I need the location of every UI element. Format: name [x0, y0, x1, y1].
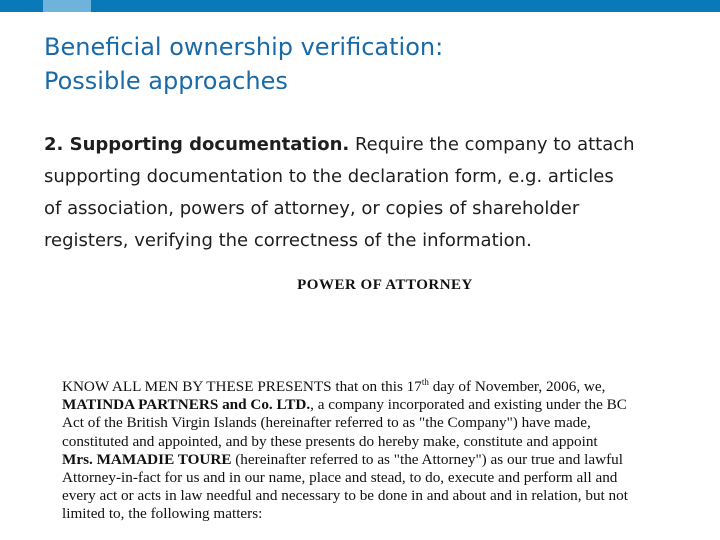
document-excerpt	[62, 378, 712, 524]
document-ordinal-suffix: th	[421, 376, 429, 387]
point-text-line-1: Require the company to attach	[354, 134, 635, 155]
point-text-line-3: of association, powers of attorney, or copies of shareholder	[44, 198, 580, 219]
slide-title-line-1: Beneficial ownership verification:	[44, 33, 444, 61]
document-line-2	[62, 396, 712, 414]
document-heading: POWER OF ATTORNEY	[297, 277, 473, 293]
document-company-name: MATINDA PARTNERS and Co. LTD.	[62, 396, 311, 414]
document-line-7: every act or acts in law needful and necessary to be done in and about and in relation, but not	[62, 487, 628, 505]
top-accent-bar	[0, 0, 720, 12]
document-attorney-name: Mrs. MAMADIE TOURE	[62, 450, 232, 468]
document-line-8: limited to, the following matters:	[62, 505, 263, 523]
slide-title	[44, 30, 684, 98]
point-text-line-4: registers, verifying the correctness of the information.	[44, 230, 532, 251]
slide-body-text	[44, 129, 684, 257]
document-line-3: Act of the British Virgin Islands (hereinafter referred to as "the Company") have made,	[62, 414, 591, 432]
point-text-line-2: supporting documentation to the declaration form, e.g. articles	[44, 166, 614, 187]
document-line-4: constituted and appointed, and by these presents do hereby make, constitute and appoint	[62, 432, 598, 450]
document-line-5	[62, 451, 712, 469]
slide-title-line-2: Possible approaches	[44, 67, 288, 95]
document-line-6: Attorney-in-fact for us and in our name, place and stead, to do, execute and perform all and	[62, 469, 618, 487]
top-accent-segment	[43, 0, 91, 12]
document-line-1	[62, 378, 712, 396]
point-label: 2. Supporting documentation.	[44, 134, 350, 155]
document-line-1-end: day of November, 2006, we,	[428, 378, 606, 395]
document-line-2-text: , a company incorporated and existing under the BC	[310, 396, 627, 414]
document-line-1-text: KNOW ALL MEN BY THESE PRESENTS that on this 17	[62, 378, 422, 395]
document-line-5-text: (hereinafter referred to as "the Attorney") as our true and lawful	[231, 450, 623, 468]
